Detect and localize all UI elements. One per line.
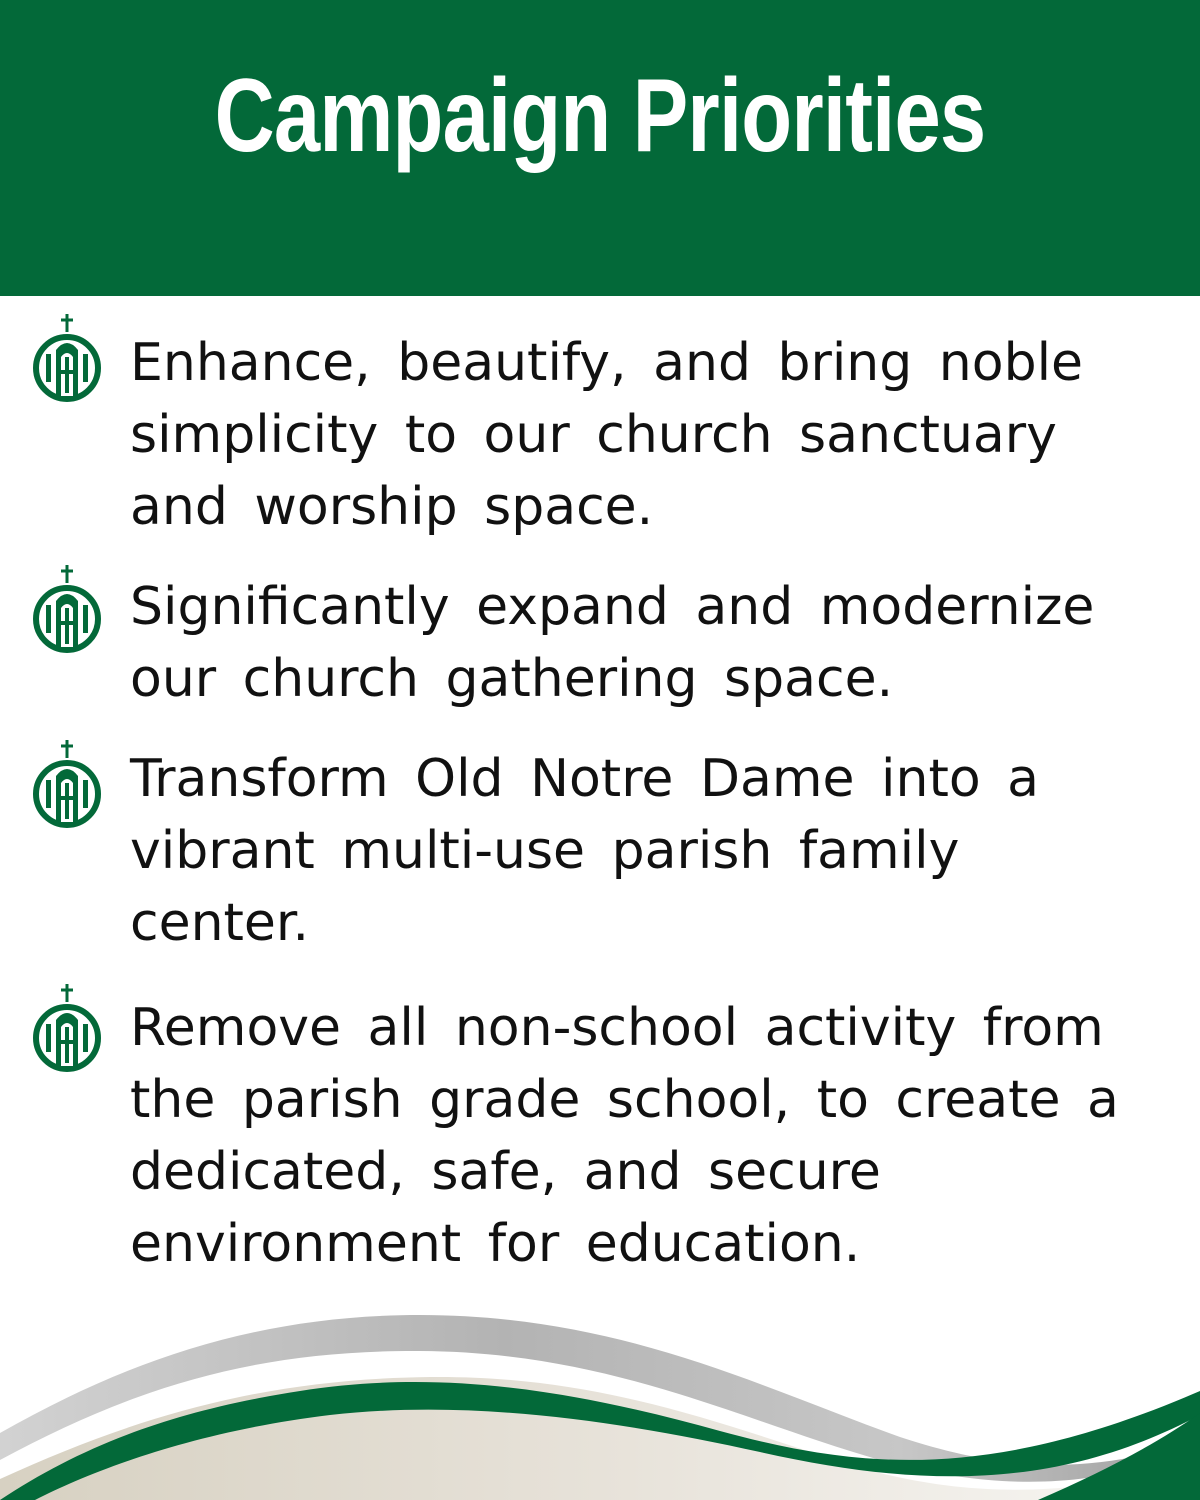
- priority-text: Significantly expand and modernize our church gathering space.: [130, 577, 1095, 709]
- church-logo-icon: [32, 738, 102, 832]
- church-logo-icon: [32, 312, 102, 406]
- priority-text: Enhance, beautify, and bring noble simplicity to our church sanctuary and worship space.: [130, 333, 1084, 537]
- decorative-wave: [0, 1295, 1200, 1500]
- church-logo-icon: [32, 982, 102, 1076]
- priority-text: Remove all non-school activity from the parish grade school, to create a dedicated, safe, and secure environment for education.: [130, 998, 1119, 1274]
- page-title: Campaign Priorities: [214, 58, 986, 174]
- priority-text: Transform Old Notre Dame into a vibrant multi-use parish family center.: [130, 749, 1040, 953]
- church-logo-icon: [32, 563, 102, 657]
